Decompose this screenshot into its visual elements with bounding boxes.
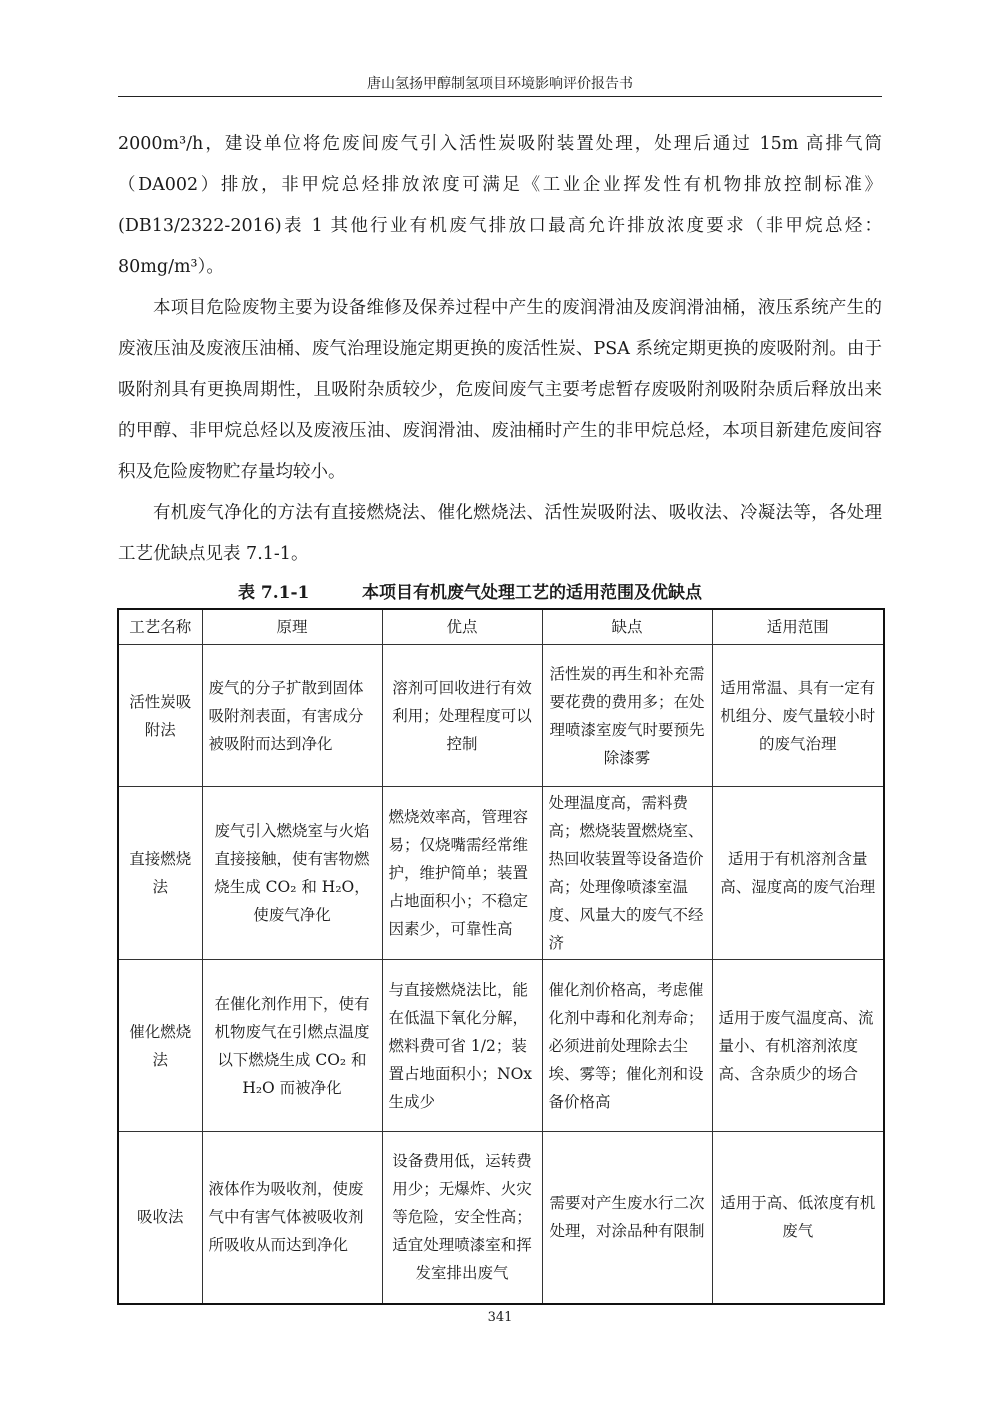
- cell-scope: 适用于有机溶剂含量高、湿度高的废气治理: [712, 787, 884, 960]
- paragraph-3: 有机废气净化的方法有直接燃烧法、催化燃烧法、活性炭吸附法、吸收法、冷凝法等，各处理工艺优缺点见表 7.1-1。: [118, 503, 882, 564]
- table-title: 本项目有机废气处理工艺的适用范围及优缺点: [362, 583, 702, 603]
- running-header: 唐山氢扬甲醇制氢项目环境影响评价报告书: [367, 76, 633, 92]
- table-number: 表 7.1-1: [238, 583, 310, 603]
- page-number: 341: [487, 1310, 513, 1325]
- header-principle: 原理: [202, 609, 382, 645]
- cell-advantages: 与直接燃烧法比，能在低温下氧化分解，燃料费可省 1/2；装置占地面积小；NOx 生成少: [382, 960, 542, 1132]
- table-header-row: [118, 609, 884, 645]
- header-rule: [118, 96, 882, 97]
- cell-principle: 在催化剂作用下，使有机物废气在引燃点温度以下燃烧生成 CO₂ 和 H₂O 而被净化: [202, 960, 382, 1132]
- cell-advantages: 溶剂可回收进行有效利用；处理程度可以控制: [382, 645, 542, 787]
- cell-process: 活性炭吸附法: [118, 645, 202, 787]
- cell-principle: 废气的分子扩散到固体吸附剂表面，有害成分被吸附而达到净化: [202, 645, 382, 787]
- cell-disadvantages: 需要对产生废水行二次处理，对涂品种有限制: [542, 1132, 712, 1304]
- cell-principle: 废气引入燃烧室与火焰直接接触，使有害物燃烧生成 CO₂ 和 H₂O，使废气净化: [202, 787, 382, 960]
- header-disadvantages: 缺点: [542, 609, 712, 645]
- cell-scope: 适用于废气温度高、流量小、有机溶剂浓度高、含杂质少的场合: [712, 960, 884, 1132]
- cell-disadvantages: 处理温度高，需料费高；燃烧装置燃烧室、热回收装置等设备造价高；处理像喷漆室温度、风量大的废气不经济: [542, 787, 712, 960]
- cell-process: 直接燃烧法: [118, 787, 202, 960]
- process-table: [117, 608, 885, 1305]
- cell-disadvantages: 催化剂价格高，考虑催化剂中毒和化剂寿命；必须进前处理除去尘埃、雾等；催化剂和设备价格高: [542, 960, 712, 1132]
- header-scope: 适用范围: [712, 609, 884, 645]
- header-process: 工艺名称: [118, 609, 202, 645]
- paragraph-2: 本项目危险废物主要为设备维修及保养过程中产生的废润滑油及废润滑油桶，液压系统产生的废液压油及废液压油桶、废气治理设施定期更换的废活性炭、PSA 系统定期更换的废吸附剂。由于吸附剂具有更换周期性，且吸附杂质较少，危废间废气主要考虑暂存废吸附剂吸附杂质后释放出来的甲醇、非甲烷总烃以及废液压油、废润滑油、废油桶时产生的非甲烷总烃，本项目新建危废间容积及危险废物贮存量均较小。: [118, 298, 882, 482]
- cell-advantages: 燃烧效率高，管理容易；仅烧嘴需经常维护，维护简单；装置占地面积小；不稳定因素少，可靠性高: [382, 787, 542, 960]
- header-advantages: 优点: [382, 609, 542, 645]
- table-row: [118, 645, 884, 787]
- cell-scope: 适用常温、具有一定有机组分、废气量较小时的废气治理: [712, 645, 884, 787]
- cell-process: 催化燃烧法: [118, 960, 202, 1132]
- cell-advantages: 设备费用低，运转费用少；无爆炸、火灾等危险，安全性高；适宜处理喷漆室和挥发室排出废气: [382, 1132, 542, 1304]
- table-row: [118, 787, 884, 960]
- table-caption: [118, 579, 882, 607]
- cell-scope: 适用于高、低浓度有机废气: [712, 1132, 884, 1304]
- cell-principle: 液体作为吸收剂，使废气中有害气体被吸收剂所吸收从而达到净化: [202, 1132, 382, 1304]
- table-row: [118, 1132, 884, 1304]
- paragraph-1: 2000m³/h，建设单位将危废间废气引入活性炭吸附装置处理，处理后通过 15m 高排气筒（DA002）排放，非甲烷总烃排放浓度可满足《工业企业挥发性有机物排放控制标准》(DB13/2322-2016)表 1 其他行业有机废气排放口最高允许排放浓度要求（非甲烷总烃：80mg/m³）。: [118, 134, 882, 277]
- cell-disadvantages: 活性炭的再生和补充需要花费的费用多；在处理喷漆室废气时要预先除漆雾: [542, 645, 712, 787]
- table-row: [118, 960, 884, 1132]
- cell-process: 吸收法: [118, 1132, 202, 1304]
- body-text: [118, 124, 882, 575]
